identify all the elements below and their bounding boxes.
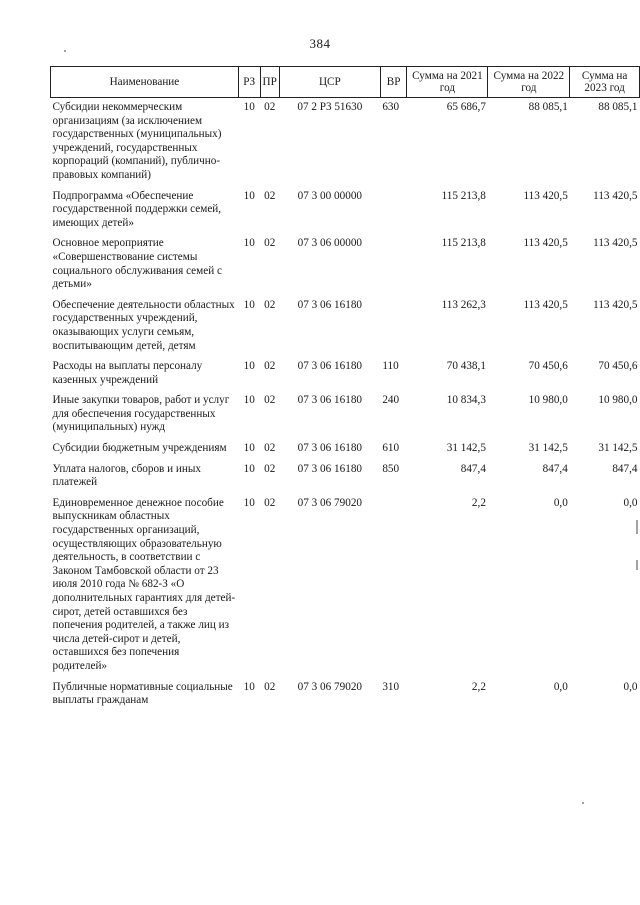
row-sum-2022: 113 420,5: [523, 237, 568, 250]
row-pr: 02: [264, 101, 276, 113]
row-sum-2023: 847,4: [612, 462, 638, 475]
row-sum-2022: 10 980,0: [528, 394, 568, 407]
row-csr: 07 2 Р3 51630: [297, 101, 363, 113]
table-row: [51, 494, 640, 678]
row-sum-2021: 2,2: [471, 680, 486, 693]
header-vr: ВР: [380, 67, 407, 98]
row-name: Уплата налогов, сборов и иных платежей: [52, 462, 202, 489]
row-sum-2021: 847,4: [460, 462, 486, 475]
row-pr: 02: [264, 360, 276, 373]
row-sum-2023: 0,0: [623, 496, 638, 509]
row-csr: 07 3 06 16180: [297, 394, 362, 407]
row-pr: 02: [264, 462, 276, 475]
table-row: [51, 439, 640, 460]
row-name: Субсидии некоммерческим организациям (за исключением государственных (муниципальных) учреждений, государственных корпораций (компаний), публично-правовых компаний): [52, 101, 222, 181]
row-rz: 10: [243, 462, 255, 475]
row-pr: 02: [264, 496, 276, 509]
row-sum-2022: 0,0: [553, 496, 568, 509]
budget-table: [50, 66, 640, 712]
scan-speck: [64, 50, 66, 52]
scan-edge-mark: [636, 520, 638, 534]
row-rz: 10: [243, 237, 255, 250]
row-vr: 850: [382, 462, 400, 475]
table-row: [51, 234, 640, 295]
row-sum-2021: 65 686,7: [446, 101, 486, 113]
scan-edge-mark: [636, 560, 638, 570]
row-vr: 610: [382, 442, 400, 455]
row-rz: 10: [243, 496, 255, 509]
row-sum-2023: 70 450,6: [598, 360, 638, 373]
table-row: [51, 296, 640, 357]
row-csr: 07 3 06 79020: [297, 496, 362, 509]
row-name: Единовременное денежное пособие выпускникам областных государственных организаций, осуществляющих образовательную деятельность, в соответствии с Законом Тамбовской области от 23 июля 2010 года № 682-З «О дополнительных гарантиях для детей-сирот, детей оставшихся без попечения родителей, а также лиц из числа детей-сирот и детей, оставшихся без попечения родителей»: [52, 496, 236, 672]
row-name: Основное мероприятие «Совершенствование системы социального обслуживания семей с детьми»: [52, 237, 222, 291]
row-sum-2022: 113 420,5: [523, 189, 568, 202]
table-row: [51, 98, 640, 187]
header-sum-2022: Сумма на 2022 год: [488, 67, 570, 98]
row-vr: [380, 234, 407, 295]
row-vr: [380, 296, 407, 357]
row-sum-2021: 113 262,3: [441, 298, 486, 311]
row-sum-2021: 70 438,1: [446, 360, 486, 373]
row-csr: 07 3 06 16180: [297, 442, 362, 455]
row-pr: 02: [264, 237, 276, 250]
header-sum-2023: Сумма на 2023 год: [570, 67, 640, 98]
table-header-row: [51, 67, 640, 98]
row-sum-2021: 31 142,5: [446, 442, 486, 455]
row-vr: [380, 494, 407, 678]
row-sum-2022: 31 142,5: [528, 442, 568, 455]
table-row: [51, 391, 640, 439]
scan-speck: [582, 802, 584, 804]
row-vr: 110: [382, 360, 399, 373]
header-rz: РЗ: [238, 67, 260, 98]
row-sum-2023: 31 142,5: [598, 442, 638, 455]
row-pr: 02: [264, 298, 276, 311]
header-name: Наименование: [51, 67, 239, 98]
row-rz: 10: [243, 442, 255, 455]
row-rz: 10: [243, 394, 255, 407]
header-pr: ПР: [260, 67, 279, 98]
row-name: Публичные нормативные социальные выплаты гражданам: [52, 680, 233, 707]
row-csr: 07 3 00 00000: [297, 189, 362, 202]
row-sum-2021: 2,2: [471, 496, 486, 509]
row-csr: 07 3 06 00000: [297, 237, 362, 250]
row-pr: 02: [264, 394, 276, 407]
row-sum-2021: 115 213,8: [441, 189, 486, 202]
row-sum-2023: 113 420,5: [593, 237, 638, 250]
row-name: Субсидии бюджетным учреждениям: [52, 442, 227, 455]
row-csr: 07 3 06 16180: [297, 462, 362, 475]
row-pr: 02: [264, 680, 276, 693]
row-rz: 10: [243, 680, 255, 693]
row-csr: 07 3 06 79020: [297, 680, 362, 693]
page-number: 384: [309, 36, 331, 51]
row-sum-2023: 88 085,1: [598, 101, 638, 113]
row-sum-2023: 0,0: [623, 680, 638, 693]
table-row: [51, 678, 640, 712]
row-sum-2022: 113 420,5: [523, 298, 568, 311]
row-name: Обеспечение деятельности областных государственных учреждений, оказывающих услуги семьям, воспитывающим детей, детям: [52, 298, 235, 352]
row-vr: 310: [382, 680, 400, 693]
row-vr: 240: [382, 394, 400, 407]
row-sum-2022: 847,4: [542, 462, 568, 475]
row-name: Подпрограмма «Обеспечение государственной поддержки семей, имеющих детей»: [52, 189, 222, 229]
row-sum-2023: 113 420,5: [593, 298, 638, 311]
row-csr: 07 3 06 16180: [297, 360, 362, 373]
row-sum-2022: 0,0: [553, 680, 568, 693]
table-row: [51, 460, 640, 494]
row-rz: 10: [243, 360, 255, 373]
row-rz: 10: [243, 189, 255, 202]
header-sum-2021: Сумма на 2021 год: [407, 67, 488, 98]
row-pr: 02: [264, 189, 276, 202]
row-sum-2021: 10 834,3: [446, 394, 486, 407]
row-csr: 07 3 06 16180: [297, 298, 362, 311]
row-vr: 630: [382, 101, 400, 113]
row-sum-2021: 115 213,8: [441, 237, 486, 250]
row-rz: 10: [243, 101, 255, 113]
row-name: Расходы на выплаты персоналу казенных учреждений: [52, 360, 203, 386]
row-sum-2022: 88 085,1: [528, 101, 568, 113]
row-sum-2023: 10 980,0: [598, 394, 638, 407]
row-name: Иные закупки товаров, работ и услуг для обеспечения государственных (муниципальных) нужд: [52, 394, 230, 434]
row-vr: [380, 187, 407, 235]
row-rz: 10: [243, 298, 255, 311]
table-row: [51, 187, 640, 235]
row-sum-2022: 70 450,6: [528, 360, 568, 373]
row-pr: 02: [264, 442, 276, 455]
table-row: [51, 357, 640, 391]
row-sum-2023: 113 420,5: [593, 189, 638, 202]
header-csr: ЦСР: [279, 67, 380, 98]
